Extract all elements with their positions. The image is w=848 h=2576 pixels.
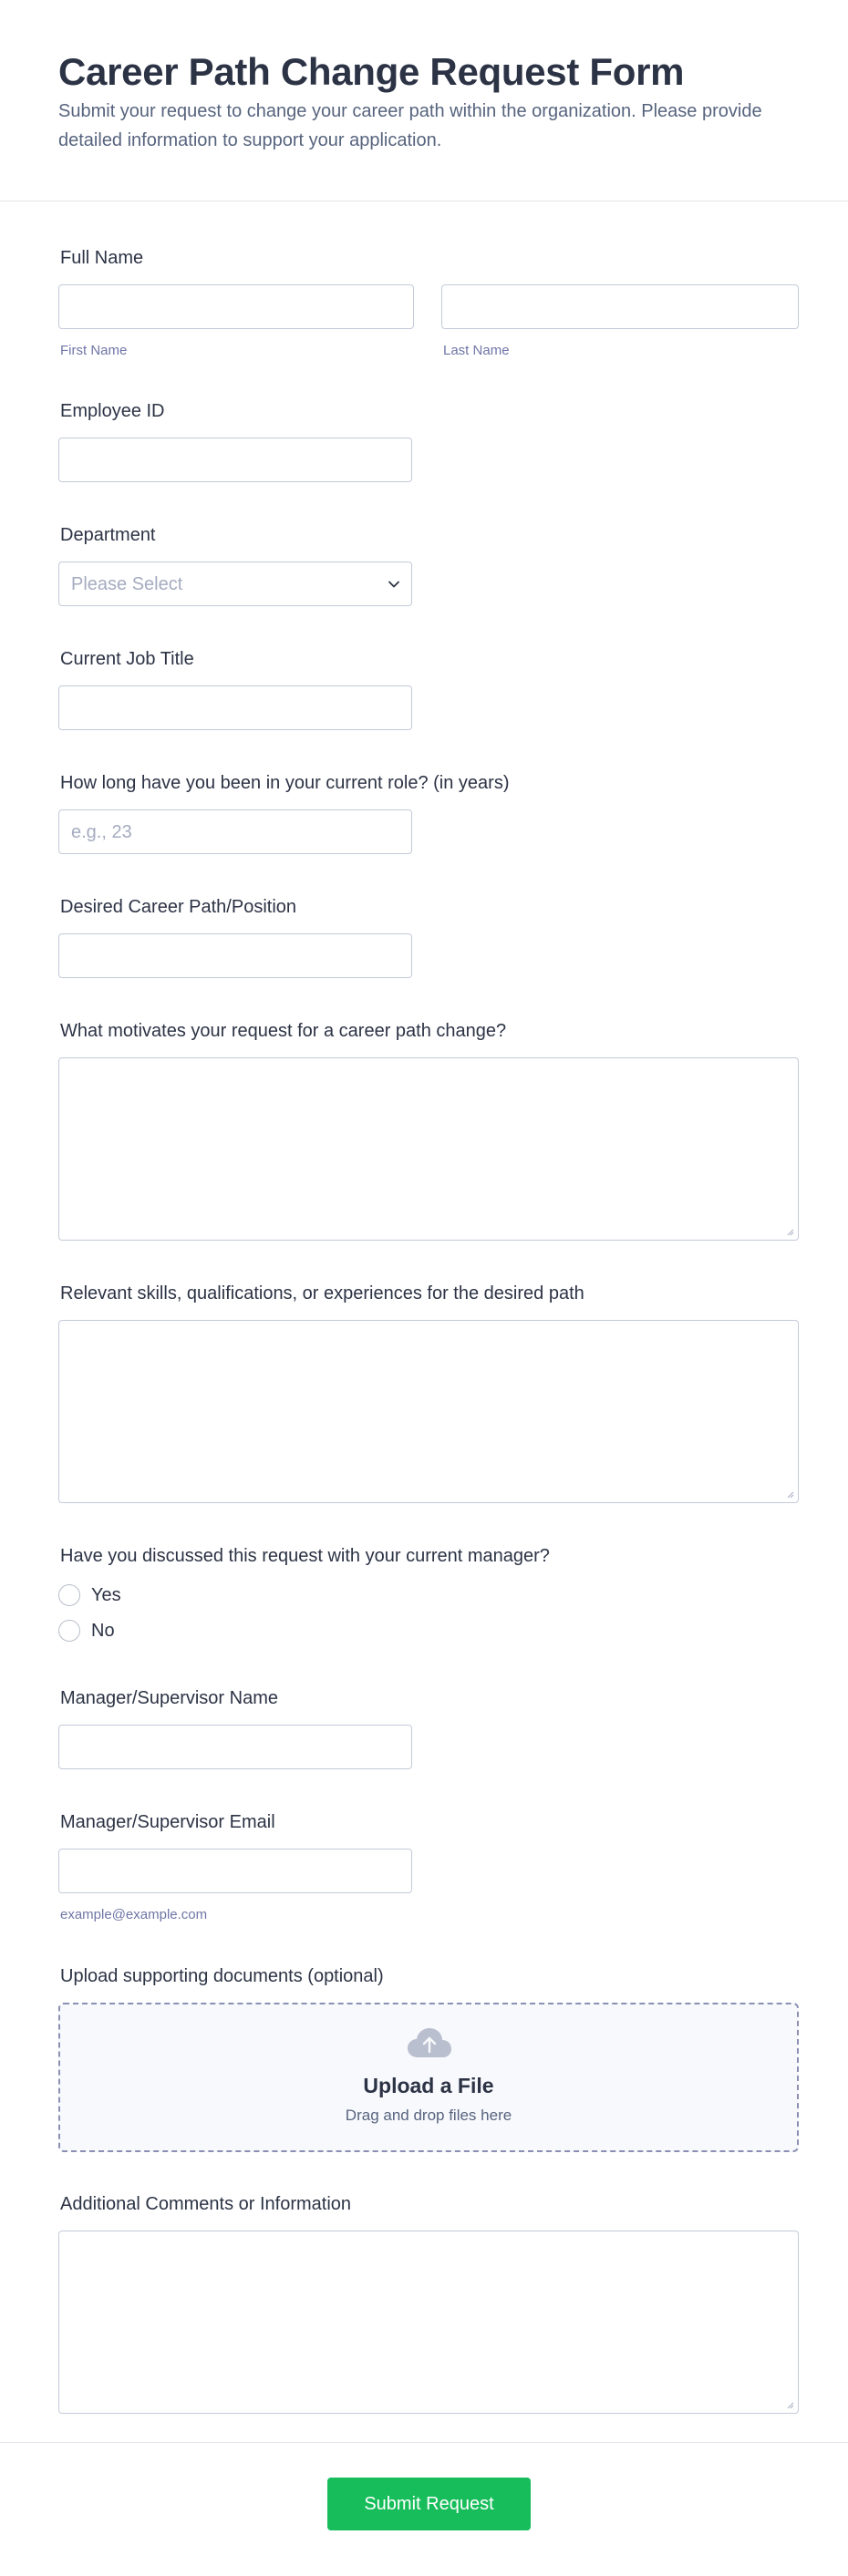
chevron-down-icon (388, 578, 400, 591)
manager-name-input[interactable] (58, 1725, 412, 1769)
years-in-role-input[interactable] (58, 809, 412, 854)
first-name-input[interactable] (58, 284, 414, 329)
manager-email-sublabel: example@example.com (60, 1907, 208, 1922)
form-footer (0, 2442, 848, 2576)
upload-subtitle: Drag and drop files here (345, 2107, 512, 2124)
form-header (0, 0, 848, 201)
skills-textarea[interactable] (58, 1320, 799, 1503)
form-title: Career Path Change Request Form (58, 50, 685, 93)
years-in-role-placeholder: e.g., 23 (71, 822, 132, 842)
skills-label: Relevant skills, qualifications, or experiences for the desired path (60, 1283, 584, 1303)
radio-button[interactable] (58, 1620, 80, 1642)
desired-path-label: Desired Career Path/Position (60, 897, 297, 917)
resize-handle-icon[interactable] (785, 2400, 794, 2409)
radio-label-no: No (91, 1620, 115, 1641)
motivation-textarea[interactable] (58, 1057, 799, 1241)
radio-option-no[interactable] (58, 1619, 115, 1643)
form-subtitle: Submit your request to change your career path within the organization. Please provide detailed information to support your application. (58, 101, 762, 150)
resize-handle-icon[interactable] (785, 1227, 794, 1236)
discussed-manager-label: Have you discussed this request with your current manager? (60, 1546, 550, 1566)
department-select[interactable] (58, 562, 412, 606)
comments-textarea[interactable] (58, 2231, 799, 2414)
last-name-input[interactable] (441, 284, 799, 329)
first-name-sublabel: First Name (60, 343, 128, 358)
motivation-label: What motivates your request for a career path change? (60, 1021, 507, 1041)
resize-handle-icon[interactable] (785, 1489, 794, 1499)
comments-label: Additional Comments or Information (60, 2194, 352, 2214)
manager-name-label: Manager/Supervisor Name (60, 1688, 278, 1708)
employee-id-input[interactable] (58, 438, 412, 482)
department-label: Department (60, 525, 156, 545)
employee-id-label: Employee ID (60, 401, 165, 421)
file-upload-dropzone[interactable] (58, 2003, 799, 2152)
upload-title: Upload a File (363, 2074, 494, 2097)
radio-button[interactable] (58, 1584, 80, 1606)
submit-button[interactable]: Submit Request (327, 2478, 531, 2530)
manager-email-label: Manager/Supervisor Email (60, 1812, 275, 1832)
cloud-upload-icon (407, 2026, 452, 2059)
current-job-title-label: Current Job Title (60, 649, 194, 669)
department-placeholder: Please Select (71, 574, 183, 594)
radio-option-yes[interactable] (58, 1583, 121, 1607)
last-name-sublabel: Last Name (443, 343, 510, 358)
full-name-label: Full Name (60, 248, 144, 268)
manager-email-input[interactable] (58, 1849, 412, 1893)
upload-label: Upload supporting documents (optional) (60, 1966, 384, 1986)
years-in-role-label: How long have you been in your current role? (in years) (60, 773, 510, 793)
radio-label-yes: Yes (91, 1584, 121, 1605)
current-job-title-input[interactable] (58, 685, 412, 730)
desired-path-input[interactable] (58, 933, 412, 978)
